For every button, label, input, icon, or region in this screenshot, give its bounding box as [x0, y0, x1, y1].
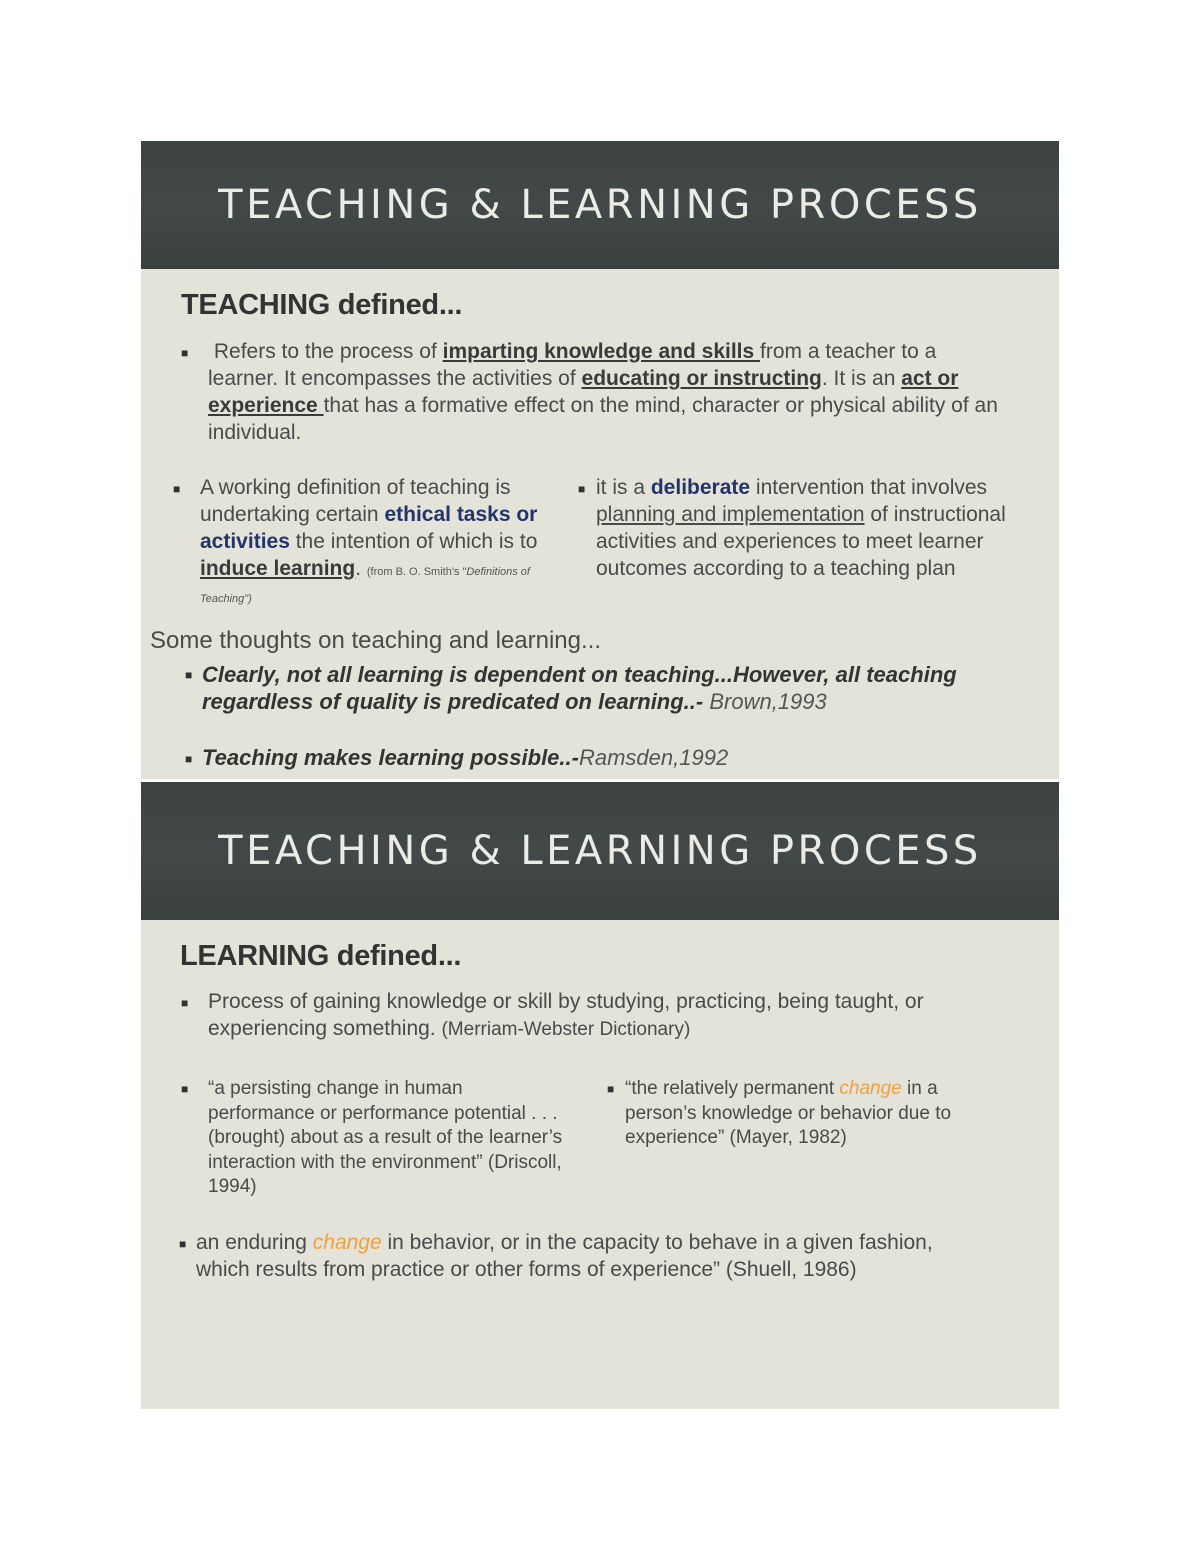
bullet-marker: ■	[181, 1082, 189, 1096]
bullet-marker: ■	[185, 752, 193, 766]
text-segment: A working definition of teaching is undertaking certain	[200, 476, 511, 526]
text-segment: Refers to the process of	[213, 340, 443, 363]
emphasis-ethical-tasks: ethical tasks or activities	[200, 503, 538, 553]
slide-teaching	[141, 141, 1059, 779]
emphasis-induce-learning: induce learning	[200, 557, 356, 580]
quote-author: Brown,1993	[703, 689, 827, 714]
quote-text: Clearly, not all learning is dependent on teaching...However, all teaching regardless of quality is predicated on learning..-	[202, 662, 957, 714]
thoughts-heading: Some thoughts on teaching and learning...	[150, 627, 601, 654]
citation-text: ")	[244, 593, 252, 605]
text-segment: “the relatively permanent	[625, 1078, 840, 1099]
text-segment: that has a formative effect on the mind, character or physical ability of an individual.	[208, 394, 998, 444]
emphasis-imparting: imparting knowledge and skills	[442, 340, 761, 363]
quote-shuell	[196, 1229, 976, 1283]
text-segment: from a teacher to a learner. It encompasses the activities of	[208, 340, 937, 390]
emphasis-change: change	[312, 1231, 382, 1254]
learning-heading: LEARNING defined...	[180, 940, 462, 972]
bullet-marker: ■	[578, 482, 586, 496]
text-segment: in a person’s knowledge or behavior due to experience” (Mayer, 1982)	[625, 1078, 952, 1148]
quote-text: Teaching makes learning possible..-	[202, 745, 579, 770]
emphasis-educating: educating or instructing	[581, 367, 822, 390]
bullet-marker: ■	[607, 1082, 615, 1096]
text-segment: Process of gaining knowledge or skill by studying, practicing, being taught, or experiencing something.	[208, 990, 924, 1040]
slide-learning	[141, 782, 1059, 1409]
slide-title: TEACHING & LEARNING PROCESS	[218, 182, 982, 228]
quote-author: Ramsden,1992	[578, 745, 729, 770]
text-segment: . It is an	[821, 367, 902, 390]
working-definition-paragraph	[200, 474, 568, 609]
text-segment: “a persisting change in human performance or performance potential . . . (brought) about as a result of the learner’s interaction with the environment” (Driscoll, 1994)	[208, 1078, 563, 1197]
text-segment: .	[355, 557, 367, 580]
source-merriam-webster: (Merriam-Webster Dictionary)	[441, 1019, 691, 1040]
bullet-marker: ■	[181, 996, 189, 1010]
slide-title-banner	[141, 141, 1059, 269]
quote-ramsden	[202, 744, 1052, 771]
bullet-marker: ■	[185, 668, 193, 682]
citation-text: (from B. O. Smith's "	[366, 566, 467, 578]
emphasis-act-experience: act or experience	[208, 367, 959, 417]
text-segment: an enduring	[196, 1231, 313, 1254]
emphasis-deliberate: deliberate	[650, 476, 751, 499]
quote-mayer	[625, 1077, 1005, 1151]
text-segment: it is a	[596, 476, 651, 499]
text-segment: of instructional activities and experiences to meet learner outcomes according to a teaching plan	[596, 503, 1006, 580]
quote-brown	[202, 661, 1052, 715]
emphasis-planning: planning and implementation	[596, 503, 865, 526]
bullet-marker: ■	[181, 346, 189, 360]
citation-title: Definitions of Teaching	[200, 566, 530, 605]
slide-title-banner	[141, 782, 1059, 920]
bullet-marker: ■	[179, 1237, 187, 1251]
teaching-definition-paragraph	[208, 338, 1008, 446]
text-segment: the intention of which is to	[289, 530, 538, 553]
text-segment: intervention that involves	[750, 476, 988, 499]
quote-driscoll	[208, 1077, 570, 1200]
bullet-marker: ■	[173, 482, 181, 496]
deliberate-intervention-paragraph	[596, 474, 1036, 582]
learning-definition-paragraph	[208, 988, 1008, 1043]
teaching-heading: TEACHING defined...	[181, 289, 463, 321]
slide-title: TEACHING & LEARNING PROCESS	[218, 828, 982, 874]
emphasis-change: change	[839, 1078, 902, 1099]
text-segment: in behavior, or in the capacity to behave in a given fashion, which results from practice or other forms of experience” (Shuell, 1986)	[196, 1231, 933, 1281]
